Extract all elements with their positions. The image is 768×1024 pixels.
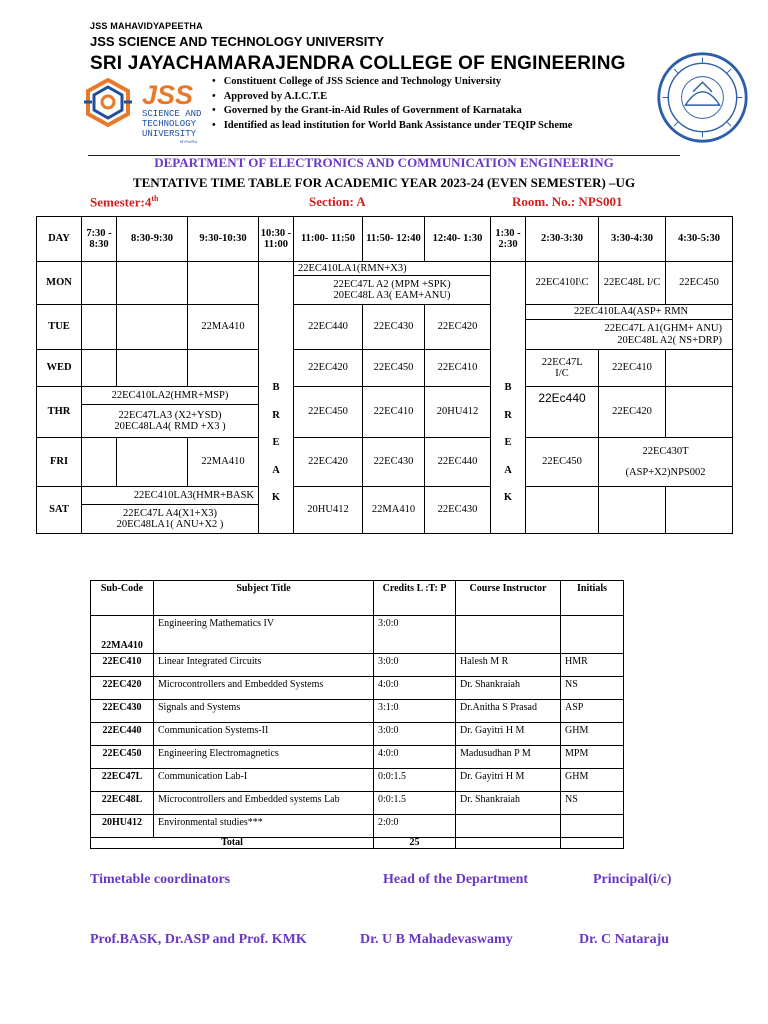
fri-slot-1100: 22EC420 xyxy=(293,437,363,487)
table-row: 22EC420 Microcontrollers and Embedded Systems 4:0:0 Dr. Shankraiah NS xyxy=(91,677,624,700)
table-row: 22EC430 Signals and Systems 3:1:0 Dr.Anitha S Prasad ASP xyxy=(91,700,624,723)
header-slot: 11:50- 12:40 xyxy=(362,216,425,262)
coordinators-title: Timetable coordinators xyxy=(90,872,231,887)
header-slot: 8:30-9:30 xyxy=(116,216,188,262)
wed-slot-1100: 22EC420 xyxy=(293,349,363,387)
day-sat: SAT xyxy=(36,486,82,534)
logo-line3: TECHNOLOGY xyxy=(142,119,197,129)
column-header: Credits L :T: P xyxy=(374,581,456,616)
wed-slot-330: 22EC410 xyxy=(598,349,666,387)
wed-slot-230: 22EC47L I/C xyxy=(525,349,599,387)
fri-slot-1240: 22EC440 xyxy=(424,437,491,487)
timetable-cell xyxy=(525,486,599,534)
timetable-cell xyxy=(116,349,188,387)
header-slot: 1:30 - 2:30 xyxy=(490,216,526,262)
highlight-item: • Governed by the Grant-in-Aid Rules of Government of Karnataka xyxy=(212,104,572,119)
principal-title: Principal(i/c) xyxy=(593,872,672,887)
mon-slot-230: 22EC410I\C xyxy=(525,261,599,305)
thr-slot-230: 22Ec440 xyxy=(525,386,599,438)
timetable-title: TENTATIVE TIME TABLE FOR ACADEMIC YEAR 2023-24 (EVEN SEMESTER) –UG xyxy=(132,175,636,190)
header-slot: 12:40- 1:30 xyxy=(424,216,491,262)
section-label: Section: A xyxy=(309,194,366,209)
table-row: 22EC440 Communication Systems-II 3:0:0 Dr. Gayitri H M GHM xyxy=(91,723,624,746)
header-slot: 11:00- 11:50 xyxy=(293,216,363,262)
tue-slot-1100: 22EC440 xyxy=(293,304,363,350)
sat-lab-batch2: 22EC47L A4(X1+X3) 20EC48LA1( ANU+X2 ) xyxy=(81,504,259,534)
day-wed: WED xyxy=(36,349,82,387)
college-seal-icon xyxy=(655,50,750,145)
break-column-lunch: B R E A K xyxy=(490,261,526,534)
column-header: Subject Title xyxy=(154,581,374,616)
timetable-cell xyxy=(665,349,733,387)
logo-line2: SCIENCE AND xyxy=(142,109,202,119)
fri-slot-1150: 22EC430 xyxy=(362,437,425,487)
timetable-cell xyxy=(81,349,117,387)
sat-slot-1150: 22MA410 xyxy=(362,486,425,534)
day-tue: TUE xyxy=(36,304,82,350)
college-highlights-list xyxy=(212,75,572,133)
table-row: 22EC47L Communication Lab-I 0:0:1.5 Dr. Gayitri H M GHM xyxy=(91,769,624,792)
header-slot: 7:30 - 8:30 xyxy=(81,216,117,262)
subject-table-header xyxy=(91,581,624,616)
highlight-item: • Approved by A.I.C.T.E xyxy=(212,90,572,105)
sat-slot-1100: 20HU412 xyxy=(293,486,363,534)
timetable-cell xyxy=(665,386,733,438)
jss-university-logo xyxy=(80,74,220,146)
day-thr: THR xyxy=(36,386,82,438)
semester-label: Semester:4th xyxy=(90,194,159,210)
table-row: 20HU412 Environmental studies*** 2:0:0 xyxy=(91,815,624,838)
mon-lab-batch2: 22EC47L A2 (MPM +SPK) 20EC48L A3( EAM+ANU) xyxy=(293,275,491,305)
thr-lab-batch1: 22EC410LA2(HMR+MSP) xyxy=(81,386,259,405)
day-fri: FRI xyxy=(36,437,82,487)
header-slot: 2:30-3:30 xyxy=(525,216,599,262)
highlight-item: • Identified as lead institution for World Bank Assistance under TEQIP Scheme xyxy=(212,119,572,134)
fri-slot-230: 22EC450 xyxy=(525,437,599,487)
fri-slot-930: 22MA410 xyxy=(187,437,259,487)
header-slot: 3:30-4:30 xyxy=(598,216,666,262)
university-name: JSS SCIENCE AND TECHNOLOGY UNIVERSITY xyxy=(90,34,384,49)
hexagon-emblem-icon xyxy=(84,80,132,125)
header-slot: 10:30 - 11:00 xyxy=(258,216,294,262)
coordinators-names: Prof.BASK, Dr.ASP and Prof. KMK xyxy=(90,932,307,947)
timetable-cell xyxy=(116,261,188,305)
table-row: 22MA410 Engineering Mathematics IV 3:0:0 xyxy=(91,616,624,654)
mahavidyapeetha-label: JSS MAHAVIDYAPEETHA xyxy=(90,21,203,31)
break-column-morning: B R E A K xyxy=(258,261,294,534)
logo-jss-text: JSS xyxy=(142,80,194,110)
wed-slot-1150: 22EC450 xyxy=(362,349,425,387)
column-header: Initials xyxy=(561,581,624,616)
wed-slot-1240: 22EC410 xyxy=(424,349,491,387)
tue-slot-1150: 22EC430 xyxy=(362,304,425,350)
timetable-cell xyxy=(187,349,259,387)
hod-name: Dr. U B Mahadevaswamy xyxy=(360,932,513,947)
tue-lab-batch1: 22EC410LA4(ASP+ RMN xyxy=(525,304,733,320)
tue-slot-1240: 22EC420 xyxy=(424,304,491,350)
thr-slot-1100: 22EC450 xyxy=(293,386,363,438)
room-number: Room. No.: NPS001 xyxy=(512,194,623,209)
logo-line4: UNIVERSITY xyxy=(142,129,197,139)
header-slot: 4:30-5:30 xyxy=(665,216,733,262)
header-slot: 9:30-10:30 xyxy=(187,216,259,262)
header-day: DAY xyxy=(36,216,82,262)
highlight-item: • Constituent College of JSS Science and Technology University xyxy=(212,75,572,90)
mon-lab-batch1: 22EC410LA1(RMN+X3) xyxy=(293,261,491,276)
timetable-cell xyxy=(598,486,666,534)
thr-slot-330: 22EC420 xyxy=(598,386,666,438)
principal-name: Dr. C Nataraju xyxy=(579,932,670,947)
mon-slot-430: 22EC450 xyxy=(665,261,733,305)
sat-lab-batch1: 22EC410LA3(HMR+BASK xyxy=(81,486,259,505)
timetable-grid xyxy=(36,216,733,534)
subject-table xyxy=(90,580,624,849)
table-row: 22EC410 Linear Integrated Circuits 3:0:0 Halesh M R HMR xyxy=(91,654,624,677)
timetable-cell xyxy=(116,437,188,487)
tue-slot-930: 22MA410 xyxy=(187,304,259,350)
table-row: 22EC48L Microcontrollers and Embedded systems Lab 0:0:1.5 Dr. Shankraiah NS xyxy=(91,792,624,815)
table-row: 22EC450 Engineering Electromagnetics 4:0:0 Madusudhan P M MPM xyxy=(91,746,624,769)
timetable-cell xyxy=(665,486,733,534)
fri-tutorial-cell: 22EC430T (ASP+X2)NPS002 xyxy=(598,437,733,487)
tue-lab-batch2: 22EC47L A1(GHM+ ANU) 20EC48L A2( NS+DRP) xyxy=(525,319,733,350)
timetable-cell xyxy=(81,261,117,305)
logo-line5: MYSURU xyxy=(180,139,198,144)
timetable-cell xyxy=(116,304,188,350)
column-header: Sub-Code xyxy=(91,581,154,616)
column-header: Course Instructor xyxy=(456,581,561,616)
college-name: SRI JAYACHAMARAJENDRA COLLEGE OF ENGINEERING xyxy=(90,53,626,74)
thr-slot-1150: 22EC410 xyxy=(362,386,425,438)
day-mon: MON xyxy=(36,261,82,305)
department-title: DEPARTMENT OF ELECTRONICS AND COMMUNICATION ENGINEERING xyxy=(154,155,614,170)
thr-slot-1240: 20HU412 xyxy=(424,386,491,438)
mon-slot-330: 22EC48L I/C xyxy=(598,261,666,305)
sat-slot-1240: 22EC430 xyxy=(424,486,491,534)
thr-lab-batch2: 22EC47LA3 (X2+YSD) 20EC48LA4( RMD +X3 ) xyxy=(81,404,259,438)
total-row: Total 25 xyxy=(91,838,624,849)
timetable-cell xyxy=(81,304,117,350)
timetable-cell xyxy=(187,261,259,305)
timetable-cell xyxy=(81,437,117,487)
hod-title: Head of the Department xyxy=(383,872,529,887)
